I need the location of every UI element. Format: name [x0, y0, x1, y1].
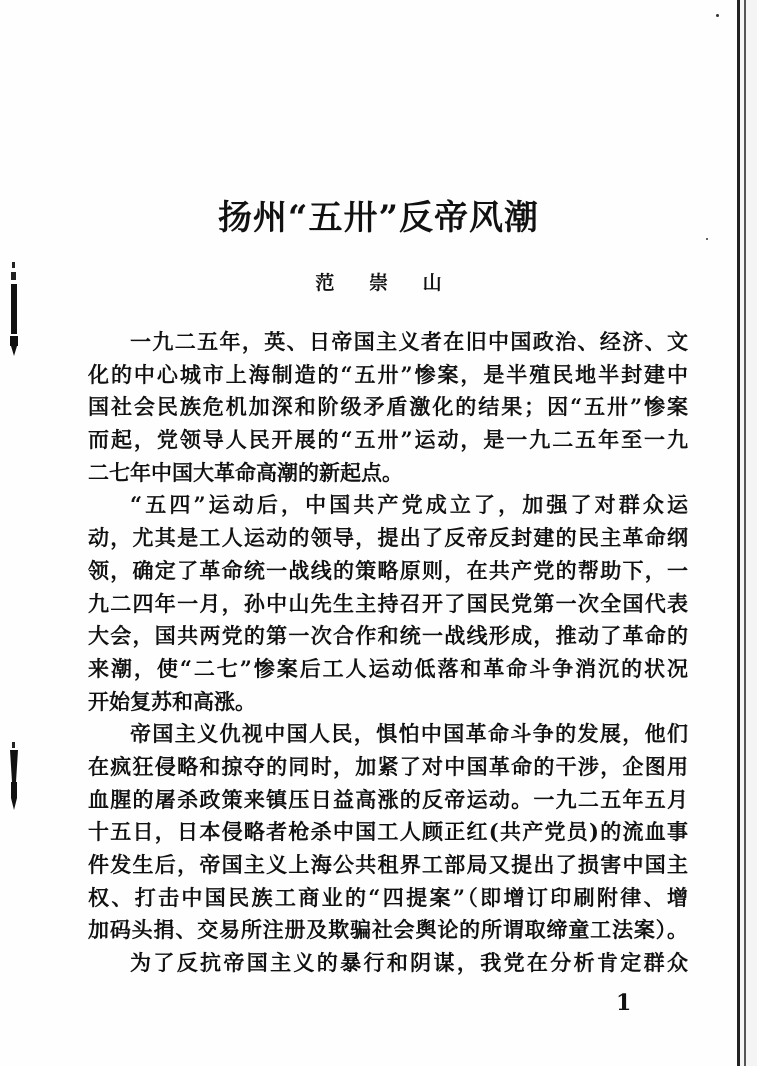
scan-speck — [716, 14, 719, 17]
text-line: 件发生后，帝国主义上海公共租界工部局又提出了损害中国主 — [88, 852, 688, 877]
text-line: 动，尤其是工人运动的领导，提出了反帝反封建的民主革命纲 — [88, 525, 688, 551]
text-line: 化的中心城市上海制造的“五卅”惨案，是半殖民地半封建中 — [88, 361, 688, 387]
page-number: 1 — [616, 990, 632, 1016]
text-line: 十五日，日本侵略者枪杀中国工人顾正红(共产党员)的流血事 — [88, 819, 688, 845]
page-edge-line — [737, 0, 740, 1066]
document-title: 扬州“五卅”反帝风潮 — [217, 198, 540, 238]
body-text — [88, 326, 688, 980]
text-line: 开始复苏和高涨。 — [88, 688, 256, 714]
text-line: 在疯狂侵略和掠夺的同时，加紧了对中国革命的干涉，企图用 — [88, 753, 688, 779]
page-edge-shadow — [740, 0, 757, 1066]
text-line: 领，确定了革命统一战线的策略原则，在共产党的帮助下，一 — [88, 557, 688, 583]
text-line: 九二四年一月，孙中山先生主持召开了国民党第一次全国代表 — [88, 590, 688, 616]
text-line: 为了反抗帝国主义的暴行和阴谋，我党在分析肯定群众 — [130, 950, 688, 976]
text-line: 权、打击中国民族工商业的“四提案”（即增订印刷附律、增 — [88, 884, 688, 910]
text-line: 血腥的屠杀政策来镇压日益高涨的反帝运动。一九二五年五月 — [88, 786, 688, 812]
text-line: 来潮，使“二七”惨案后工人运动低落和革命斗争消沉的状况 — [88, 655, 688, 681]
text-line: 而起，党领导人民开展的“五卅”运动，是一九二五年至一九 — [88, 427, 688, 453]
author-name: 范 崇 山 — [315, 272, 456, 294]
text-line: 一九二五年，英、日帝国主义者在旧中国政治、经济、文 — [130, 329, 688, 354]
text-line: “五四”运动后，中国共产党成立了，加强了对群众运 — [130, 492, 688, 518]
text-line: 国社会民族危机加深和阶级矛盾激化的结果；因“五卅”惨案 — [88, 394, 688, 420]
text-line: 帝国主义仇视中国人民，惧怕中国革命斗争的发展，他们 — [130, 721, 688, 747]
binding-hole-mark-bottom — [8, 742, 20, 812]
text-line: 加码头捐、交易所注册及欺骗社会舆论的所谓取缔童工法案）。 — [88, 917, 688, 943]
page-edge-line-secondary — [744, 0, 746, 1066]
text-line: 大会，国共两党的第一次合作和统一战线形成，推动了革命的 — [88, 623, 688, 649]
text-line: 二七年中国大革命高潮的新起点。 — [88, 459, 403, 485]
